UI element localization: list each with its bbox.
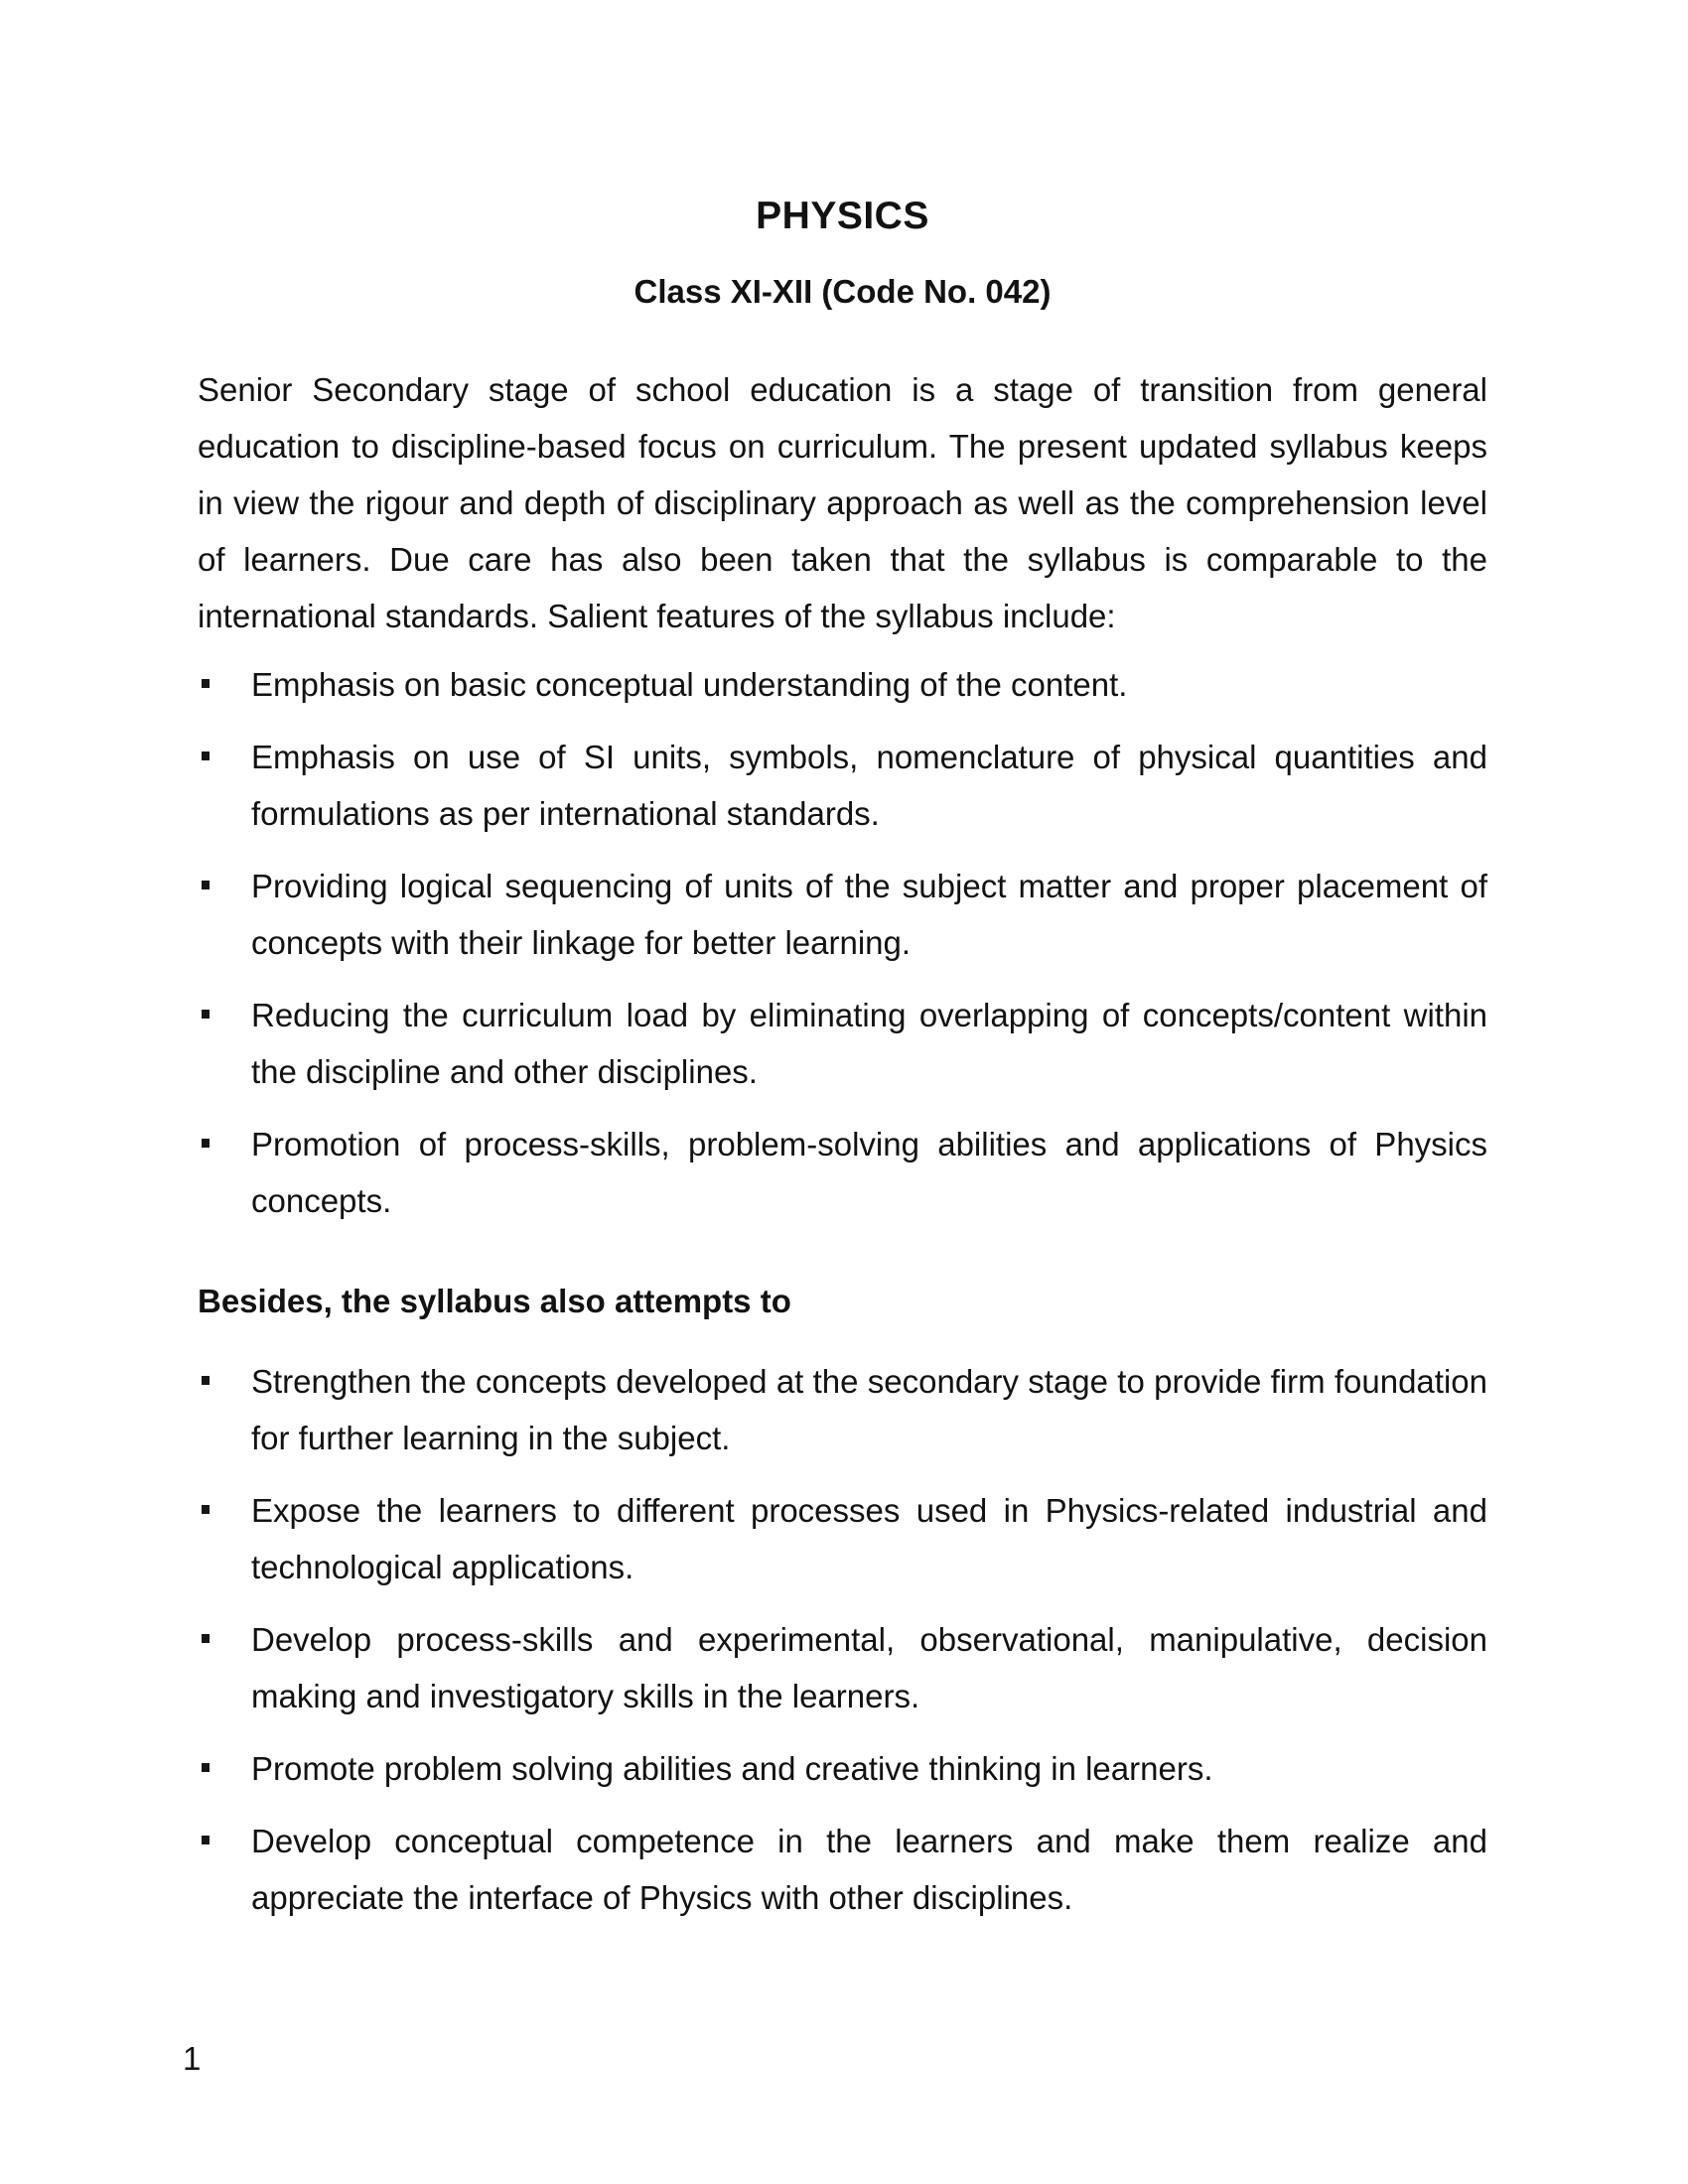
bullet-square-icon [202, 1010, 210, 1019]
list-item [198, 987, 1487, 1100]
list-item-text: Reducing the curriculum load by eliminating overlapping of concepts/content within the discipline and other disciplines. [251, 997, 1487, 1090]
list-item-text: Promotion of process-skills, problem-solving abilities and applications of Physics concepts. [251, 1126, 1487, 1219]
bullet-square-icon [202, 1139, 210, 1148]
list-item-text: Emphasis on use of SI units, symbols, nomenclature of physical quantities and formulations as per international standards. [251, 739, 1487, 832]
list-item [198, 1116, 1487, 1229]
intro-paragraph: Senior Secondary stage of school education is a stage of transition from general education to discipline-based focus on curriculum. The present updated syllabus keeps in view the rigour and depth of disciplinary approach as well as the comprehension level of learners. Due care has also been taken that the syllabus is comparable to the international standards. Salient features of the syllabus include: [198, 371, 1487, 634]
section-heading: Besides, the syllabus also attempts to [198, 1283, 791, 1319]
bullet-square-icon [202, 1376, 210, 1385]
list-item-text: Promote problem solving abilities and creative thinking in learners. [251, 1750, 1213, 1787]
list-item [198, 729, 1487, 842]
list-item-text: Expose the learners to different processes used in Physics-related industrial and technological applications. [251, 1492, 1487, 1585]
list-item-text: Providing logical sequencing of units of the subject matter and proper placement of concepts with their linkage for better learning. [251, 868, 1487, 961]
bullet-square-icon [202, 881, 210, 889]
syllabus-attempts-list [198, 1353, 1487, 1926]
document-subtitle: Class XI-XII (Code No. 042) [633, 273, 1052, 310]
list-item [198, 858, 1487, 971]
list-item [198, 1482, 1487, 1595]
bullet-square-icon [202, 1634, 210, 1643]
bullet-square-icon [202, 1836, 210, 1844]
list-item-text: Develop conceptual competence in the learners and make them realize and appreciate the interface of Physics with other disciplines. [251, 1823, 1487, 1916]
list-item [198, 656, 1487, 713]
list-item [198, 1353, 1487, 1466]
list-item-text: Emphasis on basic conceptual understanding of the content. [251, 666, 1128, 703]
page-number: 1 [183, 2040, 202, 2077]
bullet-square-icon [202, 1763, 210, 1772]
bullet-square-icon [202, 1505, 210, 1514]
salient-features-list [198, 656, 1487, 1229]
list-item [198, 1740, 1487, 1797]
document-title: PHYSICS [756, 195, 929, 237]
bullet-square-icon [202, 751, 210, 760]
list-item-text: Strengthen the concepts developed at the secondary stage to provide firm foundation for further learning in the subject. [251, 1363, 1487, 1456]
list-item [198, 1813, 1487, 1926]
list-item-text: Develop process-skills and experimental, observational, manipulative, decision making and investigatory skills in the learners. [251, 1621, 1487, 1714]
bullet-square-icon [202, 679, 210, 688]
list-item [198, 1611, 1487, 1724]
